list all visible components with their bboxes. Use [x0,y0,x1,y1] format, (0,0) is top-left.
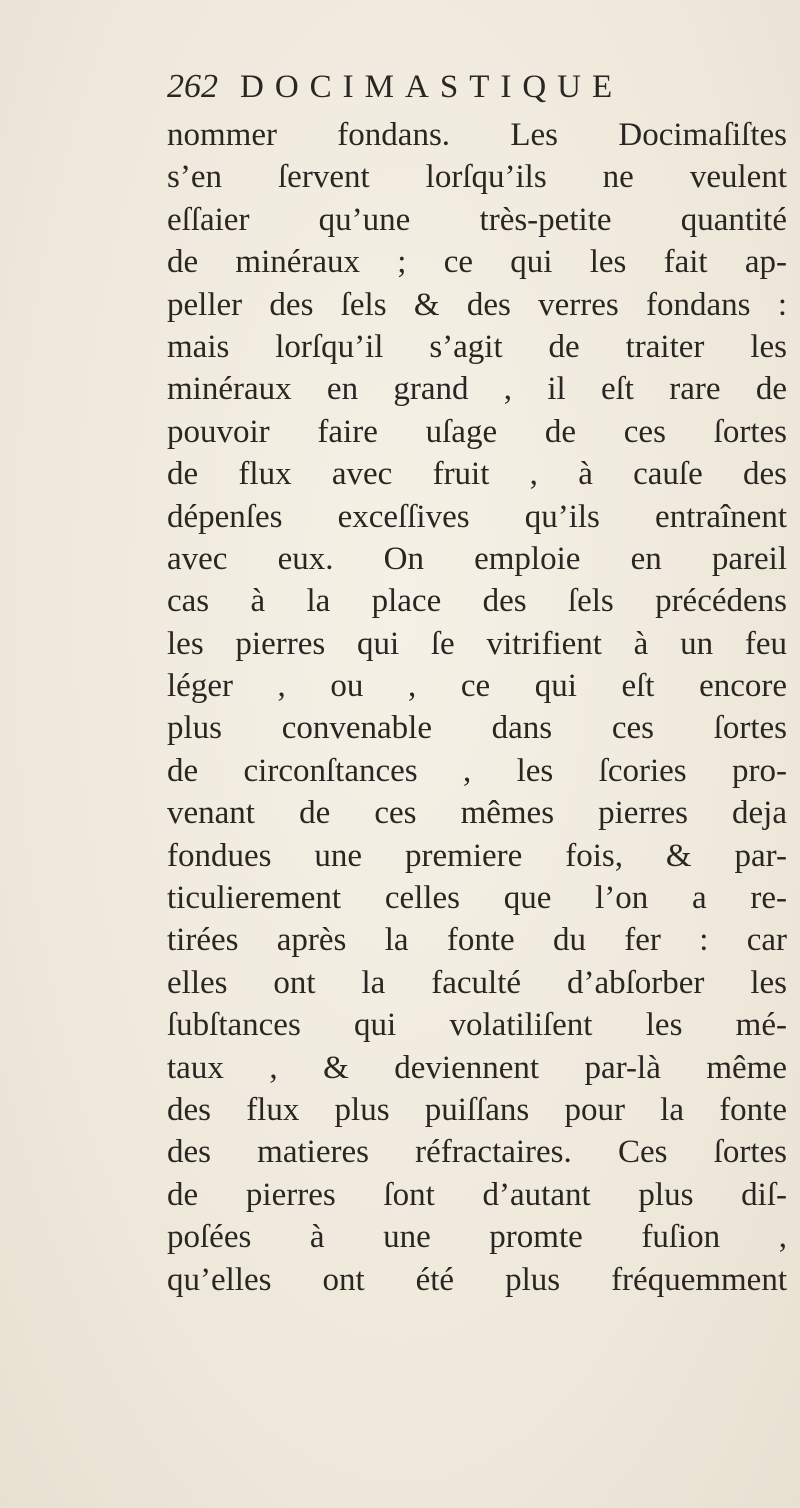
text-line: qu’elles ont été plus fréquemment [167,1261,787,1298]
text-line: pouvoir faire uſage de ces ſortes [167,413,787,450]
text-line: cas à la place des ſels précédens [167,583,787,620]
text-line: dépenſes exceſſives qu’ils entraînent [167,498,787,535]
body-text [167,114,787,1301]
text-line: s’en ſervent lorſqu’ils ne veulent [167,159,787,196]
text-line: de circonſtances , les ſcories pro- [167,752,787,789]
text-line: eſſaier qu’une très-petite quantité [167,201,787,238]
text-line: poſées à une promte fuſion , [167,1219,787,1256]
text-line: avec eux. On emploie en pareil [167,540,787,577]
text-line: des flux plus puiſſans pour la fonte [167,1091,787,1128]
text-line: venant de ces mêmes pierres deja [167,795,787,832]
text-line: tirées après la fonte du fer : car [167,922,787,959]
page-number: 262 [167,68,218,105]
text-line: les pierres qui ſe vitrifient à un feu [167,625,787,662]
text-line: fondues une premiere fois, & par- [167,837,787,874]
text-line: de flux avec fruit , à cauſe des [167,456,787,493]
text-line: nommer fondans. Les Docimaſiſtes [167,117,787,153]
text-line: mais lorſqu’il s’agit de traiter les [167,328,787,365]
text-line: de pierres ſont d’autant plus diſ- [167,1176,787,1213]
text-line: des matieres réfractaires. Ces ſortes [167,1134,787,1171]
text-line: taux , & deviennent par-là même [167,1049,787,1086]
running-title: DOCIMASTIQUE [240,69,624,105]
text-line: ſubſtances qui volatiliſent les mé- [167,1007,787,1044]
text-line: plus convenable dans ces ſortes [167,710,787,747]
text-line: minéraux en grand , il eſt rare de [167,371,787,408]
text-line: elles ont la faculté d’abſorber les [167,964,787,1001]
text-line: léger , ou , ce qui eſt encore [167,668,787,705]
text-line: de minéraux ; ce qui les fait ap- [167,244,787,281]
page-header [167,68,623,114]
text-line: peller des ſels & des verres fondans : [167,286,787,323]
text-line: ticulierement celles que l’on a re- [167,880,787,917]
